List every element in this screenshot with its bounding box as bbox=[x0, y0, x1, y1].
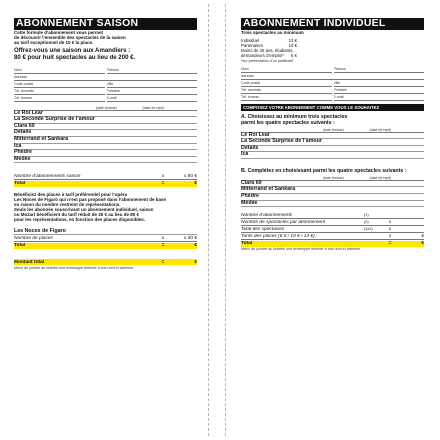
price-row: Partenaires 10 € bbox=[241, 43, 297, 48]
date-choice-header: (date choisie) (date de repli) bbox=[14, 105, 197, 111]
summary-row[interactable]: Tarifs des places (6 € / 10 € / 13 €) : x € bbox=[241, 233, 424, 239]
summary-row[interactable]: Nombre de spectacles par abonnement (2) x bbox=[241, 219, 424, 226]
amount-total-row[interactable]: Montant total = € bbox=[14, 259, 197, 265]
individual-subtitle: Trois spectacles au minimum bbox=[241, 30, 304, 35]
last-name-field[interactable]: Nom bbox=[241, 67, 332, 73]
city-field[interactable]: Ville bbox=[107, 82, 198, 88]
address-field[interactable]: Adresse bbox=[14, 75, 197, 81]
list-item[interactable]: Clara 69 bbox=[241, 181, 424, 188]
season-intro: Cette formule d’abonnement vous permet de découvrir l’ensemble des spectacles de la saison au tarif exceptionnel de 10 € la place. bbox=[14, 30, 126, 45]
individual-contact-fields bbox=[241, 67, 424, 102]
list-item[interactable]: Ica bbox=[14, 144, 197, 151]
season-contact-fields bbox=[14, 67, 197, 102]
list-item[interactable]: La Seconde Surprise de l’amour bbox=[241, 139, 424, 146]
cut-line-right bbox=[225, 4, 226, 436]
individual-subscription-form bbox=[241, 18, 424, 252]
envelope-note: Merci de joindre au bulletin une enveloppe timbrée à vos nom et adresse. bbox=[241, 247, 361, 252]
price-row: Individuel 13 € bbox=[241, 38, 297, 43]
cut-line-left bbox=[208, 4, 209, 436]
figaro-total-row[interactable]: Total = € bbox=[14, 243, 197, 249]
individual-total-row[interactable]: Total = € bbox=[241, 241, 424, 247]
postal-code-field[interactable]: Code postal bbox=[14, 82, 105, 88]
price-footnote: *sur présentation d’un justificatif bbox=[241, 58, 294, 63]
list-item[interactable]: Phèdre bbox=[241, 194, 424, 201]
price-list bbox=[241, 38, 424, 63]
season-total-row[interactable]: Total = € bbox=[14, 181, 197, 187]
figaro-info: Bénéficiez des places à tarif préférentiel pour l’opéra Les Noces de Figaro qui n’est pas proposé dans l’abonnement de base en raison du nombre restreint de représentations. Seuls les abonnés souscrivant un abonnement individuel, saison ou Mozart bénéficient du tarif réduit de 30 € au lieu de 80 € pour les représentations, en fonction des places disponibles. bbox=[14, 191, 167, 222]
list-item[interactable]: Le Roi Lear bbox=[241, 133, 424, 140]
summary-row[interactable]: Nombre d’abonnements (1) bbox=[241, 212, 424, 219]
work-phone-field[interactable]: Tél. bureau bbox=[14, 96, 105, 102]
envelope-note: Merci de joindre au bulletin une enveloppe timbrée à vos nom et adresse. bbox=[14, 265, 134, 270]
list-item[interactable]: Clara 69 bbox=[14, 124, 197, 131]
individual-banner: ABONNEMENT INDIVIDUEL bbox=[241, 18, 424, 30]
work-phone-field[interactable]: Tél. bureau bbox=[241, 95, 332, 101]
season-subscription-form bbox=[14, 18, 197, 270]
price-row: Moins de 26 ans, étudiants, bbox=[241, 48, 294, 53]
section-b-heading: B. Complétez en choisissant parmi les quatre spectacles suivants : bbox=[241, 167, 407, 174]
postal-code-field[interactable]: Code postal bbox=[241, 81, 332, 87]
list-item[interactable]: Détails bbox=[241, 146, 424, 153]
season-show-list bbox=[14, 111, 197, 164]
date-choice-header: (date choisie) (date de repli) bbox=[241, 175, 424, 181]
list-item[interactable]: Médée bbox=[14, 157, 197, 164]
mobile-field[interactable]: Portable bbox=[334, 88, 425, 94]
price-row: demandeurs d’emploi* 6 € bbox=[241, 53, 297, 58]
last-name-field[interactable]: Nom bbox=[14, 68, 105, 74]
email-field[interactable]: E-mail bbox=[334, 95, 425, 101]
season-banner: ABONNEMENT SAISON bbox=[14, 18, 197, 30]
section-b-show-list bbox=[241, 181, 424, 207]
first-name-field[interactable]: Prénom bbox=[334, 67, 425, 73]
compose-banner: COMPOSEZ VOTRE ABONNEMENT COMME VOUS LE SOUHAITEZ bbox=[241, 104, 424, 111]
figaro-places-row[interactable]: Nombre de places x x 30 € bbox=[14, 235, 197, 241]
list-item[interactable]: La Seconde Surprise de l’amour bbox=[14, 117, 197, 124]
date-choice-header: (date choisie) (date de repli) bbox=[241, 127, 424, 133]
list-item[interactable]: Phèdre bbox=[14, 150, 197, 157]
list-item[interactable]: Médée bbox=[241, 201, 424, 208]
list-item[interactable]: Ica bbox=[241, 152, 424, 159]
season-offer: Offrez-vous une saison aux Amandiers : 80 € pour huit spectacles au lieu de 200 €. bbox=[14, 47, 136, 61]
list-item[interactable]: Détails bbox=[14, 130, 197, 137]
individual-summary bbox=[241, 212, 424, 247]
list-item[interactable]: Le Roi Lear bbox=[14, 111, 197, 118]
home-phone-field[interactable]: Tél. domicile bbox=[241, 88, 332, 94]
email-field[interactable]: E-mail bbox=[107, 96, 198, 102]
city-field[interactable]: Ville bbox=[334, 81, 425, 87]
home-phone-field[interactable]: Tél. domicile bbox=[14, 89, 105, 95]
first-name-field[interactable]: Prénom bbox=[107, 68, 198, 74]
list-item[interactable]: Mitterrand et Sankara bbox=[241, 187, 424, 194]
season-count-row[interactable]: Nombre d’abonnements saison x x 80 € bbox=[14, 173, 197, 179]
address-field[interactable]: Adresse bbox=[241, 74, 424, 80]
section-a-heading: A. Choisissez au minimum trois spectacles parmi les quatre spectacles suivants : bbox=[241, 114, 348, 126]
list-item[interactable]: Mitterrand et Sankara bbox=[14, 137, 197, 144]
summary-row[interactable]: Total des spectacles (1x2) x bbox=[241, 226, 424, 233]
figaro-show[interactable]: Les Noces de Figaro bbox=[14, 229, 197, 236]
mobile-field[interactable]: Portable bbox=[107, 89, 198, 95]
section-a-show-list bbox=[241, 133, 424, 159]
